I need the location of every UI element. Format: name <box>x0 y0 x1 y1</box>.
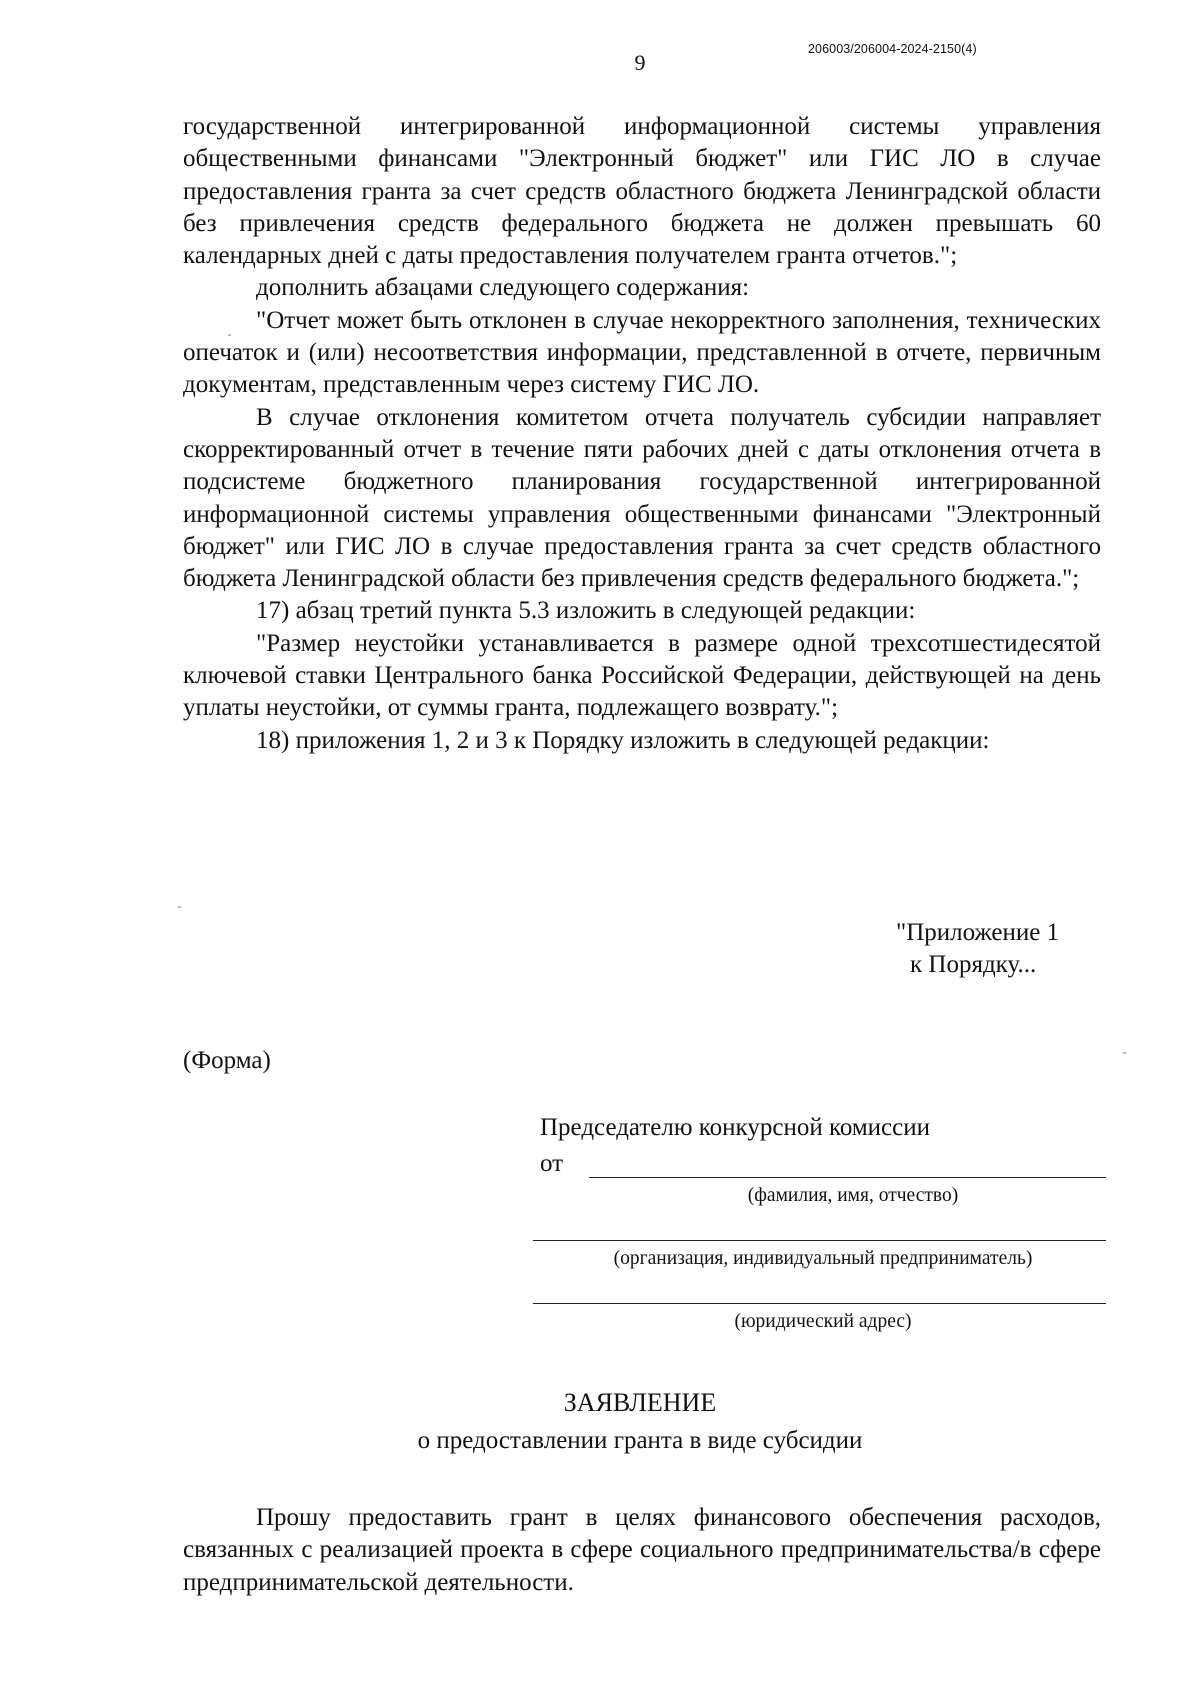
addressee-title: Председателю конкурсной комиссии <box>540 1114 931 1141</box>
paragraph-amend: дополнить абзацами следующего содержания: <box>256 274 750 302</box>
scan-speck <box>178 906 181 908</box>
statement-subtitle: о предоставлении гранта в виде субсидии <box>417 1427 863 1454</box>
name-caption: (фамилия, имя, отчество) <box>747 1185 959 1206</box>
from-row <box>540 1144 1106 1178</box>
paragraph-item-17: 17) абзац третий пункта 5.3 изложить в следующей редакции: <box>256 597 916 625</box>
form-label: (Форма) <box>183 1047 271 1074</box>
address-blank-line <box>533 1275 1106 1304</box>
page-number: 9 <box>634 50 646 75</box>
addressee-block <box>540 1112 1106 1334</box>
organization-caption: (организация, индивидуальный предприниматель) <box>613 1248 1033 1269</box>
statement-text-block <box>183 1502 1101 1599</box>
name-blank-line <box>589 1157 1106 1178</box>
paragraph-rejection-case: В случае отклонения комитетом отчета получатель субсидии направляет скорректированный отчет в течение пяти рабочих дней с даты отклонения отчета в подсистеме бюджетного планирования государственной интегрированной информационной системы управления общественными финансами "Электронный бюджет" или ГИС ЛО в случае предоставления гранта за счет средств областного бюджета Ленинградской области без привлечения средств федерального бюджета."; <box>183 403 1101 593</box>
from-label: от <box>540 1150 564 1177</box>
appendix-heading <box>896 917 1059 981</box>
paragraph-report-rejection: "Отчет может быть отклонен в случае некорректного заполнения, технических опечаток и (или) несоответствия информации, представленной в отчете, первичным документам, представленным через систему ГИС ЛО. <box>183 306 1101 399</box>
main-text <box>183 111 1101 757</box>
address-caption: (юридический адрес) <box>734 1311 912 1332</box>
appendix-line-1: "Приложение 1 <box>896 919 1060 946</box>
statement-text: Прошу предоставить грант в целях финансового обеспечения расходов, связанных с реализацией проекта в сфере социального предпринимательства/в сфере предпринимательской деятельности. <box>183 1504 1101 1596</box>
document-number: 206003/206004-2024-2150(4) <box>808 42 977 56</box>
organization-blank-line <box>533 1212 1106 1241</box>
appendix-line-2: к Порядку... <box>910 951 1037 978</box>
statement-title: ЗАЯВЛЕНИЕ <box>563 1388 717 1417</box>
paragraph-continuation: государственной интегрированной информационной системы управления общественными финансами "Электронный бюджет" или ГИС ЛО в случае предоставления гранта за счет средств областного бюджета Ленинградской области без привлечения средств федерального бюджета не должен превышать 60 календарных дней с даты предоставления получателем гранта отчетов."; <box>183 113 1101 270</box>
scan-speck <box>1123 1052 1126 1054</box>
paragraph-item-18: 18) приложения 1, 2 и 3 к Порядку изложить в следующей редакции: <box>256 726 990 754</box>
paragraph-penalty: "Размер неустойки устанавливается в размере одной трехсотшестидесятой ключевой ставки Центрального банка Российской Федерации, действующей на день уплаты неустойки, от суммы гранта, подлежащего возврату."; <box>183 629 1101 722</box>
scan-speck <box>228 334 231 336</box>
